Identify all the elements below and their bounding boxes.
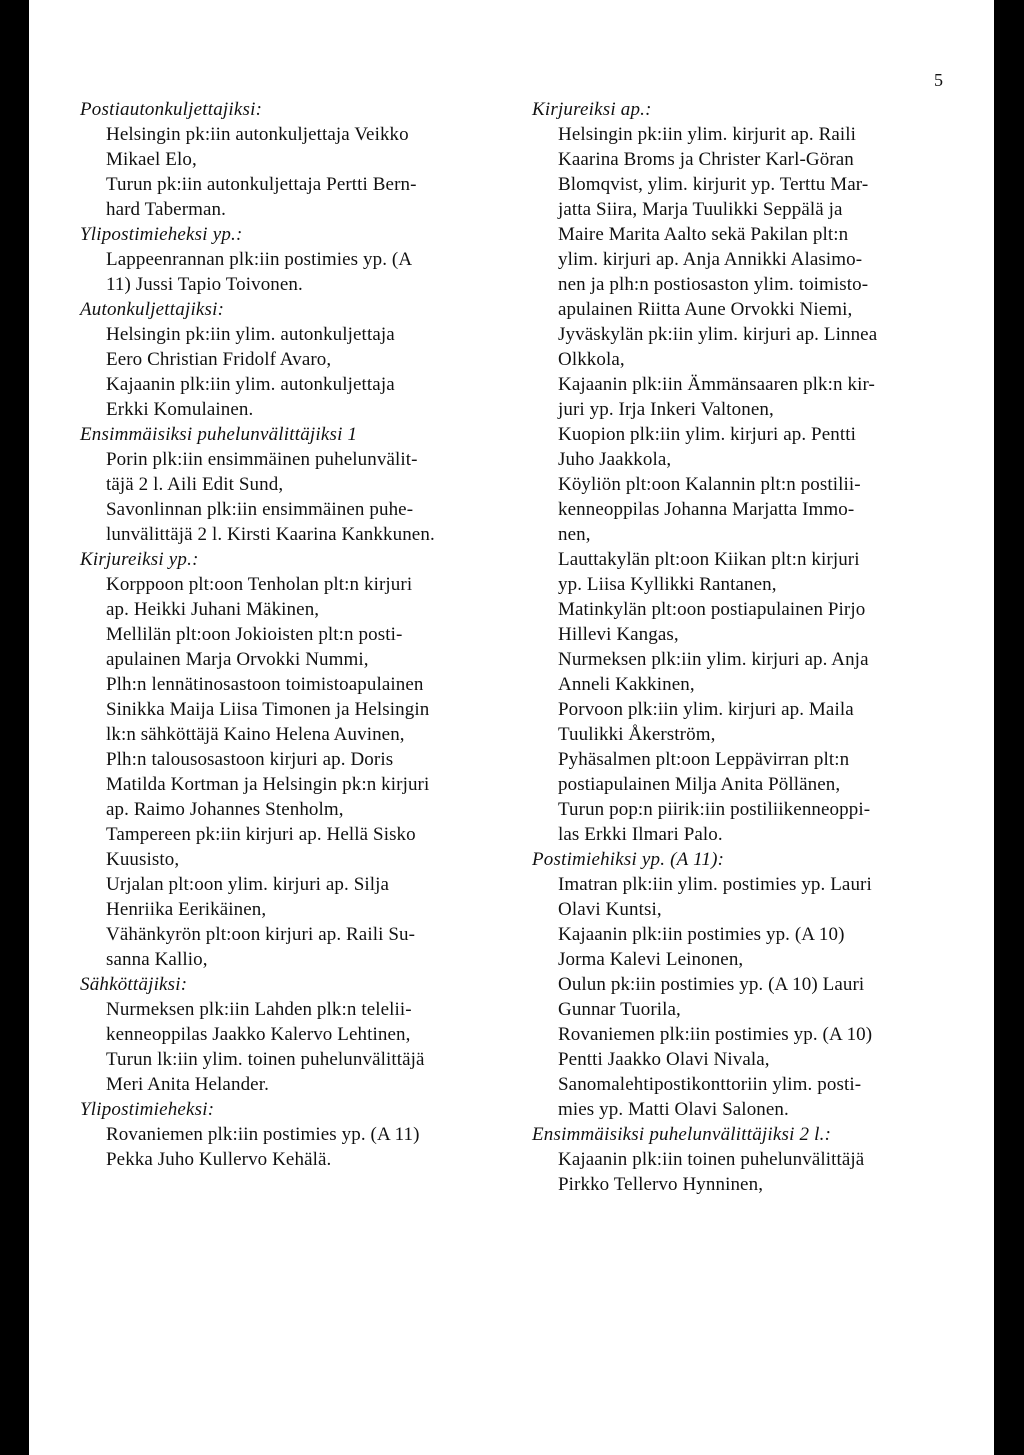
appointment-section [80,297,508,422]
section-heading: Ensimmäisiksi puhelunvälittäjiksi 1 [80,424,358,445]
appointment-entry [532,1022,956,1072]
entry-line: sanna Kallio, [106,949,208,970]
entry-line: Blomqvist, ylim. kirjurit yp. Terttu Mar- [558,174,869,195]
entry-line: nen ja plh:n postiosaston ylim. toimisto- [558,274,869,295]
entry-line: Nurmeksen plk:iin ylim. kirjuri ap. Anja [558,649,869,670]
appointment-entry [532,972,956,1022]
entry-line: Turun pk:iin autonkuljettaja Pertti Bern- [106,174,417,195]
entry-line: Meri Anita Helander. [106,1074,269,1095]
entry-line: ap. Heikki Juhani Mäkinen, [106,599,320,620]
appointment-entry [532,697,956,747]
appointment-entry [532,922,956,972]
appointment-entry [532,547,956,597]
entry-line: Imatran plk:iin ylim. postimies yp. Lauri [558,874,872,895]
appointment-entry [532,1072,956,1122]
entry-line: Plh:n lennätinosastoon toimistoapulainen [106,674,424,695]
entry-line: ylim. kirjuri ap. Anja Annikki Alasimo- [558,249,863,270]
appointment-entry [532,647,956,697]
entry-line: Jorma Kalevi Leinonen, [558,949,744,970]
section-heading: Autonkuljettajiksi: [80,299,225,320]
appointment-entry [532,472,956,547]
entry-line: Porin plk:iin ensimmäinen puhelunvälit- [106,449,418,470]
entry-line: Kuusisto, [106,849,180,870]
appointment-entry [80,1047,508,1097]
section-heading: Sähköttäjiksi: [80,974,188,995]
entry-line: kenneoppilas Johanna Marjatta Immo- [558,499,855,520]
entry-line: nen, [558,524,591,545]
appointment-section [80,547,508,972]
entry-line: postiapulainen Milja Anita Pöllänen, [558,774,841,795]
entry-line: Nurmeksen plk:iin Lahden plk:n teleliі- [106,999,412,1020]
entry-line: Olkkola, [558,349,625,370]
entry-line: Pirkko Tellervo Hynninen, [558,1174,764,1195]
entry-line: Tampereen pk:iin kirjuri ap. Hellä Sisko [106,824,416,845]
appointment-entry [532,122,956,322]
scan-border-right [994,0,1024,1455]
appointment-section [80,972,508,1097]
entry-line: Maire Marita Aalto sekä Pakilan plt:n [558,224,849,245]
appointment-entry [532,797,956,847]
entry-line: Olavi Kuntsi, [558,899,662,920]
appointment-entry [80,1122,508,1172]
entry-line: Kajaanin plk:iin postimies yp. (A 10) [558,924,845,945]
appointment-entry [80,447,508,497]
entry-line: Anneli Kakkinen, [558,674,695,695]
appointment-entry [80,672,508,747]
entry-line: apulainen Marja Orvokki Nummi, [106,649,369,670]
appointment-entry [532,422,956,472]
entry-line: Lauttakylän plt:oon Kiikan plt:n kirjuri [558,549,860,570]
entry-line: Tuulikki Åkerström, [558,724,716,745]
entry-line: yp. Liisa Kyllikki Rantanen, [558,574,777,595]
entry-line: täjä 2 l. Aili Edit Sund, [106,474,284,495]
appointment-entry [80,247,508,297]
entry-line: Savonlinnan plk:iin ensimmäinen puhe- [106,499,414,520]
entry-line: Porvoon plk:iin ylim. kirjuri ap. Maila [558,699,854,720]
entry-line: 11) Jussi Tapio Toivonen. [106,274,303,295]
left-column [80,97,508,1172]
entry-line: Helsingin pk:iin ylim. kirjurit ap. Raili [558,124,857,145]
appointment-section [532,1122,956,1197]
entry-line: Lappeenrannan plk:iin postimies yp. (A [106,249,413,270]
entry-line: Urjalan plt:oon ylim. kirjuri ap. Silja [106,874,390,895]
appointment-entry [532,747,956,797]
entry-line: Juho Jaakkola, [558,449,672,470]
entry-line: mies yp. Matti Olavi Salonen. [558,1099,789,1120]
appointment-entry [80,997,508,1047]
entry-line: Eero Christian Fridolf Avaro, [106,349,332,370]
section-heading: Kirjureiksi ap.: [532,99,652,120]
entry-line: Henriika Eerikäinen, [106,899,267,920]
appointment-entry [532,322,956,372]
entry-line: jatta Siira, Marja Tuulikki Seppälä ja [558,199,843,220]
entry-line: Helsingin pk:iin ylim. autonkuljettaja [106,324,395,345]
entry-line: las Erkki Ilmari Palo. [558,824,723,845]
appointment-entry [80,572,508,622]
entry-line: hard Taberman. [106,199,227,220]
entry-line: Helsingin pk:iin autonkuljettaja Veikko [106,124,409,145]
section-heading: Ylipostimieheksi yp.: [80,224,243,245]
appointment-entry [80,122,508,172]
entry-line: Matinkylän plt:oon postiapulainen Pirjo [558,599,866,620]
right-column [532,97,956,1197]
entry-line: Hillevi Kangas, [558,624,679,645]
entry-line: Mikael Elo, [106,149,197,170]
entry-line: Erkki Komulainen. [106,399,254,420]
appointment-entry [532,872,956,922]
appointment-entry [80,497,508,547]
page-number: 5 [934,70,943,90]
scan-border-left [0,0,29,1455]
entry-line: Kaarina Broms ja Christer Karl-Göran [558,149,854,170]
entry-line: Pekka Juho Kullervo Kehälä. [106,1149,332,1170]
entry-line: Mellilän plt:oon Jokioisten plt:n posti- [106,624,403,645]
appointment-section [80,422,508,547]
entry-line: Jyväskylän pk:iin ylim. kirjuri ap. Linnea [558,324,878,345]
appointment-section [80,222,508,297]
section-heading: Postiautonkuljettajiksi: [80,99,263,120]
entry-line: Gunnar Tuorila, [558,999,681,1020]
entry-line: juri yp. Irja Inkeri Valtonen, [558,399,774,420]
appointment-section [532,847,956,1122]
section-heading: Kirjureiksi yp.: [80,549,199,570]
appointment-entry [80,622,508,672]
entry-line: Matilda Kortman ja Helsingin pk:n kirjuri [106,774,430,795]
appointment-entry [532,597,956,647]
appointment-entry [80,872,508,922]
entry-line: Kajaanin plk:iin toinen puhelunvälittäjä [558,1149,865,1170]
entry-line: Kuopion plk:iin ylim. kirjuri ap. Pentti [558,424,856,445]
entry-line: Rovaniemen plk:iin postimies yp. (A 10) [558,1024,873,1045]
entry-line: Sinikka Maija Liisa Timonen ja Helsingin [106,699,430,720]
entry-line: Korppoon plt:oon Tenholan plt:n kirjuri [106,574,413,595]
entry-line: Kajaanin plk:iin ylim. autonkuljettaja [106,374,395,395]
appointment-section [80,97,508,222]
entry-line: Vähänkyrön plt:oon kirjuri ap. Raili Su- [106,924,416,945]
entry-line: Pentti Jaakko Olavi Nivala, [558,1049,770,1070]
entry-line: Plh:n talousosastoon kirjuri ap. Doris [106,749,394,770]
entry-line: Köyliön plt:oon Kalannin plt:n postilii- [558,474,861,495]
appointment-entry [80,822,508,872]
entry-line: Oulun pk:iin postimies yp. (A 10) Lauri [558,974,865,995]
entry-line: ap. Raimo Johannes Stenholm, [106,799,344,820]
entry-line: kenneoppilas Jaakko Kalervo Lehtinen, [106,1024,411,1045]
appointment-entry [532,1147,956,1197]
appointment-section [532,97,956,847]
appointment-entry [80,747,508,822]
entry-line: lk:n sähköttäjä Kaino Helena Auvinen, [106,724,405,745]
appointment-entry [80,922,508,972]
appointment-section [80,1097,508,1172]
entry-line: Sanomalehtipostikonttoriin ylim. posti- [558,1074,862,1095]
appointment-entry [80,322,508,372]
section-heading: Ensimmäisiksi puhelunvälittäjiksi 2 l.: [532,1124,832,1145]
entry-line: Turun pop:n piirik:iin postiliikenneoppi- [558,799,871,820]
appointment-entry [532,372,956,422]
section-heading: Postimiehiksi yp. (A 11): [532,849,725,870]
section-heading: Ylipostimieheksi: [80,1099,215,1120]
entry-line: lunvälittäjä 2 l. Kirsti Kaarina Kankkunen. [106,524,435,545]
entry-line: Pyhäsalmen plt:oon Leppävirran plt:n [558,749,850,770]
appointment-entry [80,372,508,422]
entry-line: Kajaanin plk:iin Ämmänsaaren plk:n kir- [558,374,875,395]
entry-line: apulainen Riitta Aune Orvokki Niemi, [558,299,853,320]
entry-line: Rovaniemen plk:iin postimies yp. (A 11) [106,1124,420,1145]
appointment-entry [80,172,508,222]
entry-line: Turun lk:iin ylim. toinen puhelunvälittäjä [106,1049,425,1070]
